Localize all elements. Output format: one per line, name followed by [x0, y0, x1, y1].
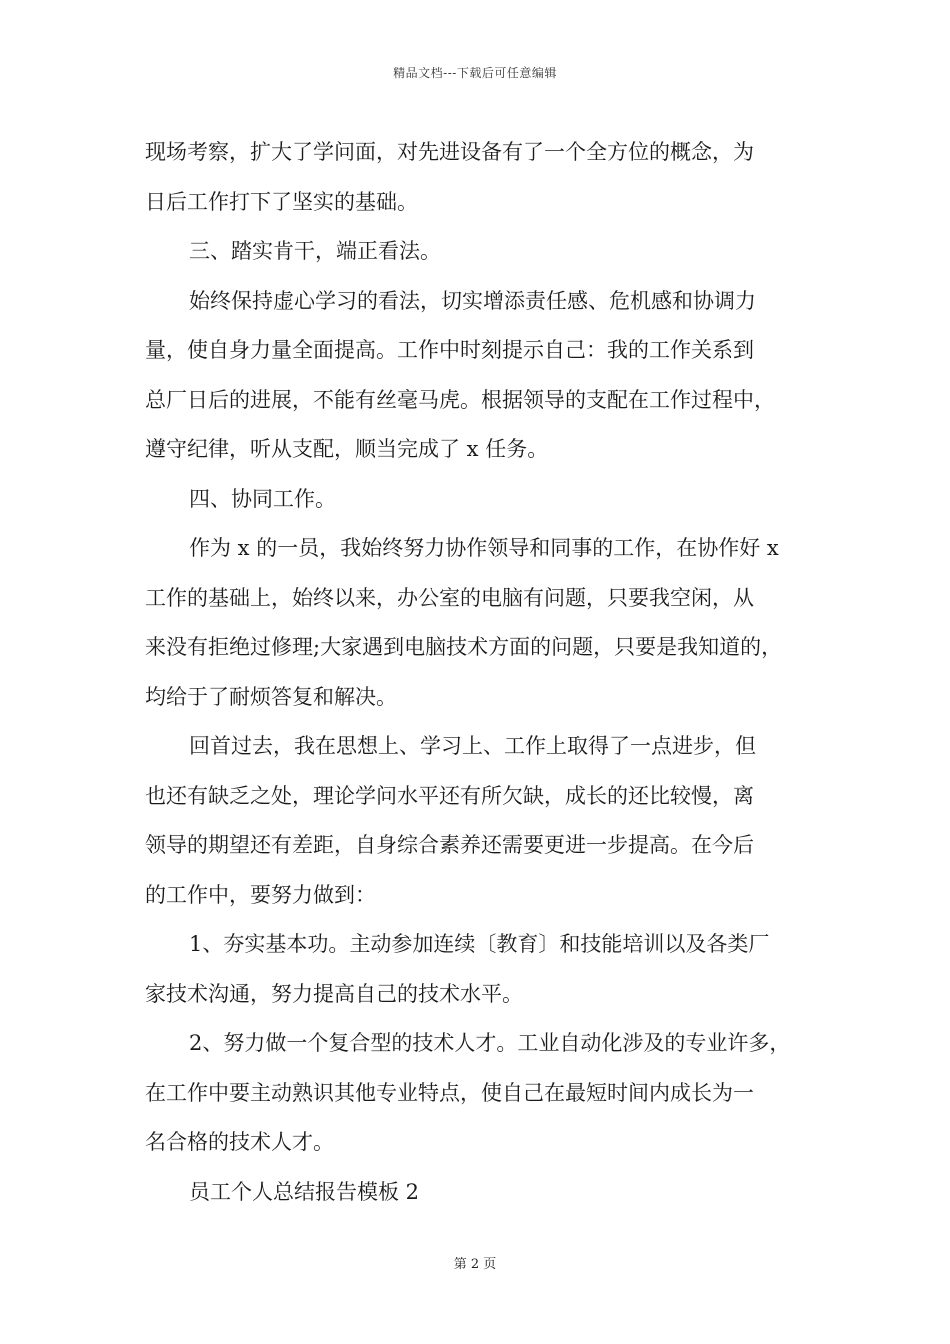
paragraph-line: 量，使自身力量全面提高。工作中时刻提示自己：我的工作关系到 [145, 338, 754, 362]
paragraph-line: 的工作中，要努力做到： [145, 882, 376, 907]
paragraph-line: 也还有缺乏之处，理论学问水平还有所欠缺，成长的还比较慢，离 [145, 783, 754, 808]
paragraph-line: 日后工作打下了坚实的基础。 [145, 189, 418, 214]
list-item-line: 家技术沟通，努力提高自己的技术水平。 [145, 981, 523, 1006]
paragraph-line: 始终保持虚心学习的看法，切实增添责任感、危机感和协调力 [189, 288, 756, 313]
section-heading: 三、踏实肯干，端正看法。 [189, 239, 441, 263]
paragraph-line: 来没有拒绝过修理;大家遇到电脑技术方面的问题，只要是我知道的， [145, 635, 783, 659]
paragraph-line: 遵守纪律，听从支配，顺当完成了 x 任务。 [145, 437, 549, 461]
paragraph-line: 回首过去，我在思想上、学习上、工作上取得了一点进步，但 [189, 734, 756, 758]
paragraph-line: 现场考察，扩大了学问面，对先进设备有了一个全方位的概念，为 [145, 140, 754, 164]
section-title: 员工个人总结报告模板 2 [189, 1179, 420, 1204]
paragraph-line: 均给于了耐烦答复和解决。 [145, 684, 397, 709]
list-item-line: 名合格的技术人才。 [145, 1130, 334, 1154]
paragraph-line: 作为 x 的一员，我始终努力协作领导和同事的工作，在协作好 x [189, 536, 779, 560]
list-item-line: 在工作中要主动熟识其他专业特点，使自己在最短时间内成长为一 [145, 1080, 754, 1105]
paragraph-line: 总厂日后的进展，不能有丝毫马虎。根据领导的支配在工作过程中， [145, 387, 775, 412]
section-heading: 四、协同工作。 [189, 486, 336, 511]
page-header: 精品文档---下载后可任意编辑 [393, 66, 557, 80]
list-item-line: 2、努力做一个复合型的技术人才。工业自动化涉及的专业许多， [189, 1031, 791, 1055]
paragraph-line: 工作的基础上，始终以来，办公室的电脑有问题，只要我空闲，从 [145, 585, 754, 610]
page-number: 第 2 页 [453, 1257, 497, 1272]
paragraph-line: 领导的期望还有差距，自身综合素养还需要更进一步提高。在今后 [145, 833, 754, 857]
document-body [145, 128, 820, 1217]
list-item-line: 1、夯实基本功。主动参加连续〔教育〕和技能培训以及各类厂 [189, 932, 770, 956]
